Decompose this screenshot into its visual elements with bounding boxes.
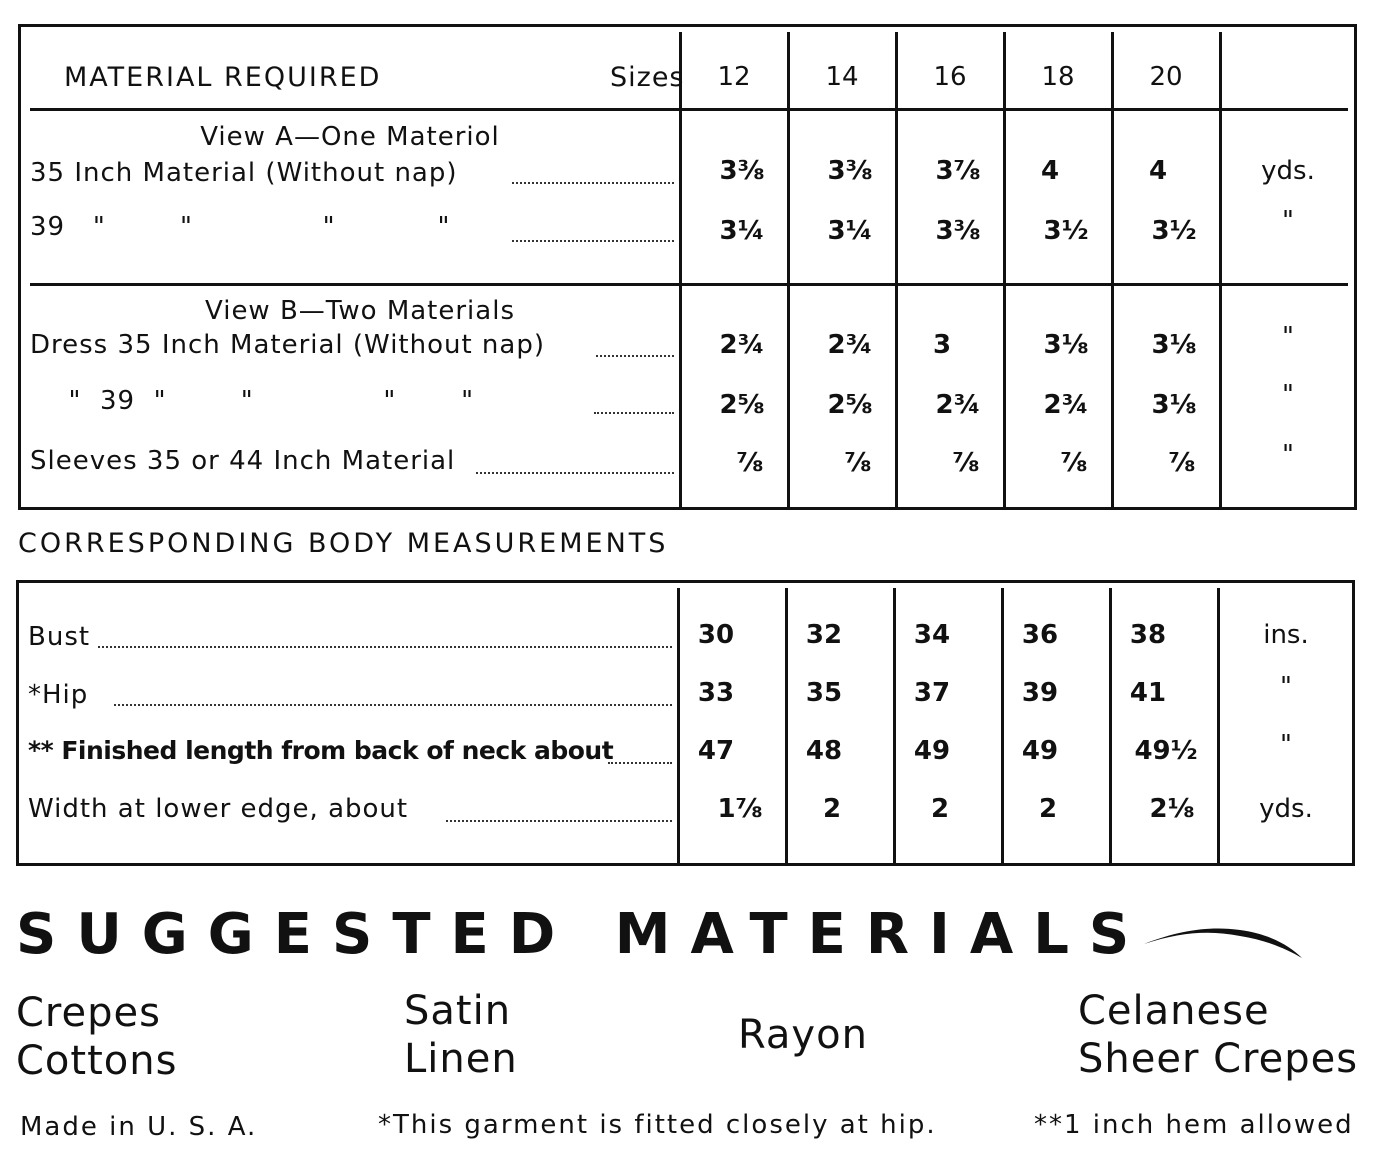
material-rayon: Rayon: [738, 1012, 868, 1058]
measurement-cell: 48: [805, 736, 843, 766]
value-cell: 4: [1148, 156, 1168, 186]
size-header: 18: [1041, 62, 1075, 92]
hem-allowance-note: **1 inch hem allowed: [1034, 1110, 1354, 1140]
view-b-row-label: Dress 35 Inch Material (Without nap): [30, 330, 545, 360]
unit-cell: ": [1282, 322, 1294, 352]
measurement-cell: 36: [1021, 620, 1059, 650]
measurement-cell: 47: [697, 736, 735, 766]
value-cell: 3⅞: [935, 156, 981, 186]
measurement-cell: 41: [1129, 678, 1167, 708]
measurement-cell: 2: [822, 794, 842, 824]
measurement-label: Bust: [28, 622, 91, 652]
value-cell: 2⅝: [827, 390, 873, 420]
material-satin: Satin: [404, 988, 512, 1034]
t1-divider-4: [1003, 32, 1006, 508]
material-linen: Linen: [404, 1036, 518, 1082]
view-b-heading: View B—Two Materials: [205, 296, 515, 326]
unit-cell: yds.: [1259, 794, 1313, 824]
leader-dots: [98, 646, 672, 648]
measurement-label: ** Finished length from back of neck about: [28, 736, 614, 765]
body-measurements-heading: CORRESPONDING BODY MEASUREMENTS: [18, 528, 669, 559]
measurement-cell: 2⅛: [1149, 794, 1195, 824]
value-cell: ⅞: [952, 448, 980, 478]
measurement-cell: 2: [930, 794, 950, 824]
measurement-cell: 1⅞: [717, 794, 763, 824]
value-cell: ⅞: [1168, 448, 1196, 478]
material-sheer-crepes: Sheer Crepes: [1078, 1036, 1359, 1082]
value-cell: 2¾: [1043, 390, 1089, 420]
measurement-cell: 49: [913, 736, 951, 766]
value-cell: 3¼: [827, 216, 873, 246]
value-cell: ⅞: [1060, 448, 1088, 478]
value-cell: 3¼: [719, 216, 765, 246]
made-in-usa: Made in U. S. A.: [20, 1112, 258, 1142]
size-header: 20: [1149, 62, 1183, 92]
value-cell: 3: [932, 330, 952, 360]
suggested-materials-title: SUGGESTED MATERIALS: [16, 902, 1150, 967]
swash-flourish: [1140, 918, 1310, 968]
measurement-cell: 30: [697, 620, 735, 650]
unit-cell: ": [1282, 440, 1294, 470]
value-cell: 3⅜: [827, 156, 873, 186]
size-header: 14: [825, 62, 859, 92]
view-a-heading: View A—One Materiol: [200, 122, 500, 152]
value-cell: 2¾: [827, 330, 873, 360]
material-required-table: [18, 24, 1357, 510]
hip-fit-note: *This garment is fitted closely at hip.: [378, 1110, 937, 1140]
measurement-cell: 32: [805, 620, 843, 650]
t1-section-rule: [30, 283, 1348, 286]
t1-divider-6: [1219, 32, 1222, 508]
unit-cell: ": [1282, 380, 1294, 410]
value-cell: 3½: [1043, 216, 1089, 246]
leader-dots: [446, 820, 672, 822]
value-cell: 2⅝: [719, 390, 765, 420]
leader-dots: [476, 472, 674, 474]
value-cell: 3⅜: [719, 156, 765, 186]
t1-header-rule: [30, 108, 1348, 111]
value-cell: 3⅜: [935, 216, 981, 246]
unit-cell: ins.: [1263, 620, 1309, 650]
t1-divider-3: [895, 32, 898, 508]
unit-cell: ": [1282, 206, 1294, 236]
measurement-cell: 2: [1038, 794, 1058, 824]
unit-cell: ": [1280, 672, 1292, 702]
measurement-cell: 34: [913, 620, 951, 650]
leader-dots: [114, 704, 672, 706]
leader-dots: [596, 355, 674, 357]
view-a-row-label: 35 Inch Material (Without nap): [30, 158, 458, 188]
measurement-cell: 33: [697, 678, 735, 708]
value-cell: 3⅛: [1043, 330, 1089, 360]
measurement-cell: 35: [805, 678, 843, 708]
leader-dots: [608, 762, 672, 764]
value-cell: 2¾: [935, 390, 981, 420]
material-cottons: Cottons: [16, 1038, 178, 1084]
size-header: 12: [717, 62, 751, 92]
material-celanese: Celanese: [1078, 988, 1270, 1034]
material-required-title: MATERIAL REQUIRED: [64, 62, 382, 93]
measurement-cell: 49½: [1134, 736, 1198, 766]
value-cell: 3⅛: [1151, 330, 1197, 360]
leader-dots: [594, 412, 674, 414]
measurement-cell: 37: [913, 678, 951, 708]
value-cell: 4: [1040, 156, 1060, 186]
value-cell: ⅞: [844, 448, 872, 478]
measurement-cell: 38: [1129, 620, 1167, 650]
view-b-row-label: " 39 " " " ": [50, 386, 475, 416]
measurement-cell: 49: [1021, 736, 1059, 766]
value-cell: 2¾: [719, 330, 765, 360]
value-cell: ⅞: [736, 448, 764, 478]
size-header: 16: [933, 62, 967, 92]
leader-dots: [512, 182, 674, 184]
value-cell: 3⅛: [1151, 390, 1197, 420]
sizes-label: Sizes: [610, 62, 685, 93]
view-b-row-label: Sleeves 35 or 44 Inch Material: [30, 446, 456, 476]
unit-cell: ": [1280, 730, 1292, 760]
view-a-row-label: 39 " " " ": [30, 212, 451, 242]
measurement-label: *Hip: [28, 680, 89, 710]
t1-divider-2: [787, 32, 790, 508]
t1-divider-1: [679, 32, 682, 508]
material-crepes: Crepes: [16, 990, 161, 1036]
value-cell: 3½: [1151, 216, 1197, 246]
measurement-label: Width at lower edge, about: [28, 794, 409, 824]
t1-divider-5: [1111, 32, 1114, 508]
measurement-cell: 39: [1021, 678, 1059, 708]
leader-dots: [512, 240, 674, 242]
unit-cell: yds.: [1261, 156, 1315, 186]
